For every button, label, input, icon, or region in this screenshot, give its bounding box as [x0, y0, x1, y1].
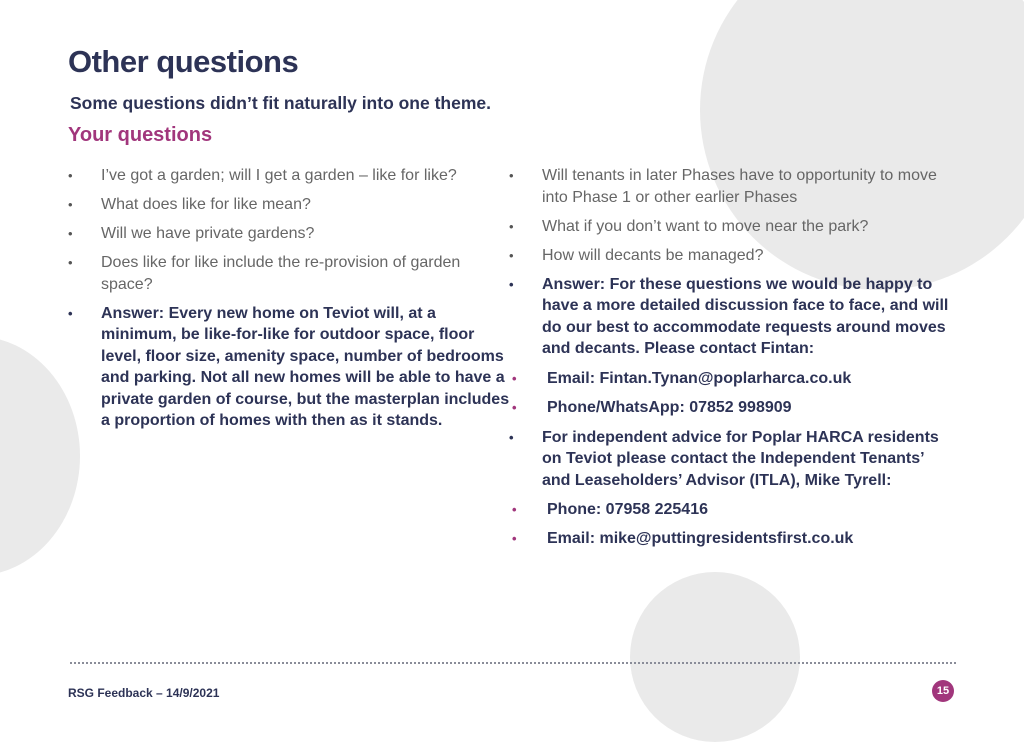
list-item [62, 252, 512, 295]
section-heading: Your questions [68, 124, 213, 146]
bullet: • [512, 502, 517, 517]
list-item [503, 216, 953, 238]
bullet: • [68, 255, 73, 270]
itla-contact-list [503, 500, 953, 549]
contact-item [503, 529, 953, 549]
bullet: • [509, 168, 514, 183]
answer-item [62, 303, 512, 432]
bullet: • [512, 399, 517, 415]
footer-label: RSG Feedback – 14/9/2021 [68, 686, 220, 700]
bullet: • [509, 247, 514, 263]
list-item [62, 223, 512, 245]
contact-item [503, 398, 953, 418]
bullet: • [68, 168, 73, 183]
bullet: • [509, 218, 514, 234]
bullet: • [512, 531, 517, 546]
answer-item [503, 427, 953, 492]
bullet: • [509, 429, 514, 445]
question-text: Does like for like include the re-provision of garden space? [101, 254, 461, 293]
question-text: What if you don’t want to move near the park? [542, 217, 869, 235]
contact-item [503, 500, 953, 520]
page-title: Other questions [68, 44, 299, 79]
left-column [62, 165, 512, 439]
list-item [62, 165, 512, 187]
answer-item [503, 274, 953, 360]
question-text: How will decants be managed? [542, 246, 764, 264]
contact-email: Email: mike@puttingresidentsfirst.co.uk [547, 530, 854, 547]
right-column [503, 165, 953, 558]
contact-phone: Phone: 07958 225416 [547, 501, 708, 518]
answer-text: For independent advice for Poplar HARCA residents on Teviot please contact the Independent Tenants’ and Leaseholders’ Advisor (ITLA), Mike Tyrell: [542, 428, 939, 489]
list-item [503, 245, 953, 267]
right-question-list [503, 165, 953, 360]
footer-divider [70, 662, 956, 664]
bullet: • [68, 226, 73, 241]
bullet: • [509, 276, 514, 292]
contact-item [503, 369, 953, 389]
answer-text: Answer: Every new home on Teviot will, at a minimum, be like-for-like for outdoor space, floor level, floor size, amenity space, number of bedrooms and parking. Not all new homes will be able to have a private garden of course, but the masterplan includes a proportion of homes with then as it stands. [101, 304, 510, 429]
page-subtitle: Some questions didn’t fit naturally into one theme. [70, 93, 491, 113]
list-item [62, 194, 512, 216]
list-item [503, 165, 953, 208]
contact-email: Email: Fintan.Tynan@poplarharca.co.uk [547, 369, 852, 387]
answer-text: Answer: For these questions we would be happy to have a more detailed discussion face to face, and will do our best to accommodate requests around moves and decants. Please contact Fintan: [542, 275, 949, 357]
question-text: Will we have private gardens? [101, 225, 315, 242]
question-text: I’ve got a garden; will I get a garden – like for like? [101, 167, 457, 184]
left-question-list [62, 165, 512, 432]
contact-phone: Phone/WhatsApp: 07852 998909 [547, 398, 792, 416]
page-number-badge: 15 [932, 680, 954, 702]
bullet: • [68, 197, 73, 212]
question-text: What does like for like mean? [101, 196, 311, 213]
right-advice-list [503, 427, 953, 492]
bullet: • [68, 305, 73, 321]
question-text: Will tenants in later Phases have to opportunity to move into Phase 1 or other earlier Phases [542, 167, 937, 206]
fintan-contact-list [503, 369, 953, 418]
bullet: • [512, 370, 517, 386]
